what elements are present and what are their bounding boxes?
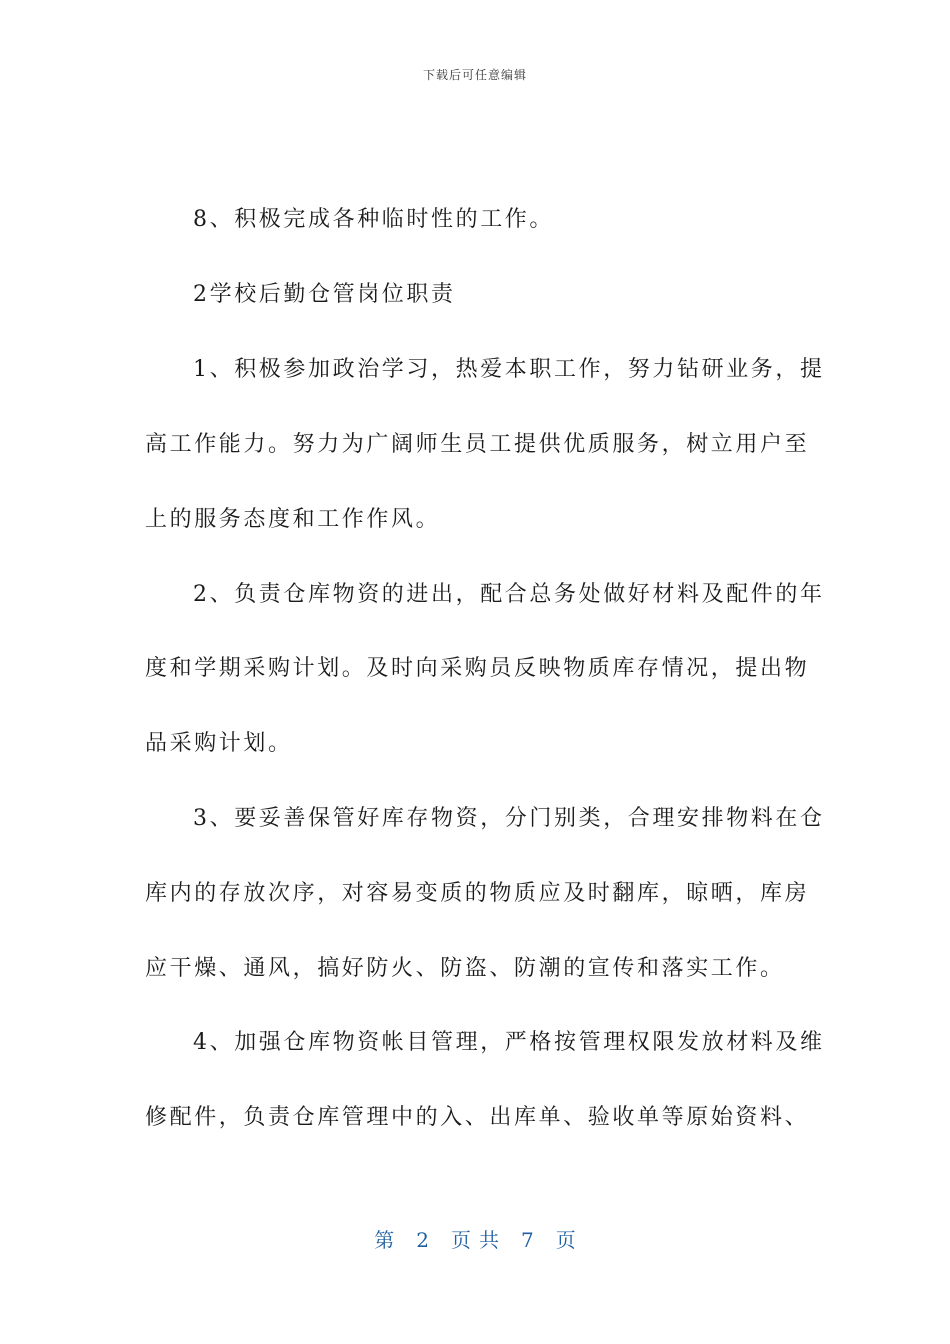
footer-current-page: 2 [416,1228,429,1252]
paragraph-line: 上的服务态度和工作作风。 [145,507,441,532]
paragraph-line: 修配件，负责仓库管理中的入、出库单、验收单等原始资料、 [145,1105,810,1130]
paragraph-line: 4、加强仓库物资帐目管理，严格按管理权限发放材料及维 [193,1030,825,1055]
section-heading: 2学校后勤仓管岗位职责 [193,282,456,307]
paragraph-line: 2、负责仓库物资的进出，配合总务处做好材料及配件的年 [193,582,825,607]
footer-middle: 页共 [451,1228,507,1252]
footer-total-pages: 7 [521,1228,534,1252]
paragraph-line: 高工作能力。努力为广阔师生员工提供优质服务，树立用户至 [145,432,810,457]
page-footer [0,1224,950,1253]
paragraph-line: 8、积极完成各种临时性的工作。 [193,207,554,232]
paragraph-line: 品采购计划。 [145,731,293,756]
paragraph-line: 应干燥、通风，搞好防火、防盗、防潮的宣传和落实工作。 [145,956,785,981]
paragraph-line: 3、要妥善保管好库存物资，分门别类，合理安排物料在仓 [193,806,825,831]
paragraph-line: 1、积极参加政治学习，热爱本职工作，努力钻研业务，提 [193,357,825,382]
header-note: 下载后可任意编辑 [422,68,527,82]
paragraph-line: 度和学期采购计划。及时向采购员反映物质库存情况，提出物 [145,656,810,681]
footer-prefix: 第 [374,1228,395,1252]
paragraph-line: 库内的存放次序，对容易变质的物质应及时翻库，晾晒，库房 [145,881,810,906]
footer-suffix: 页 [555,1228,576,1252]
